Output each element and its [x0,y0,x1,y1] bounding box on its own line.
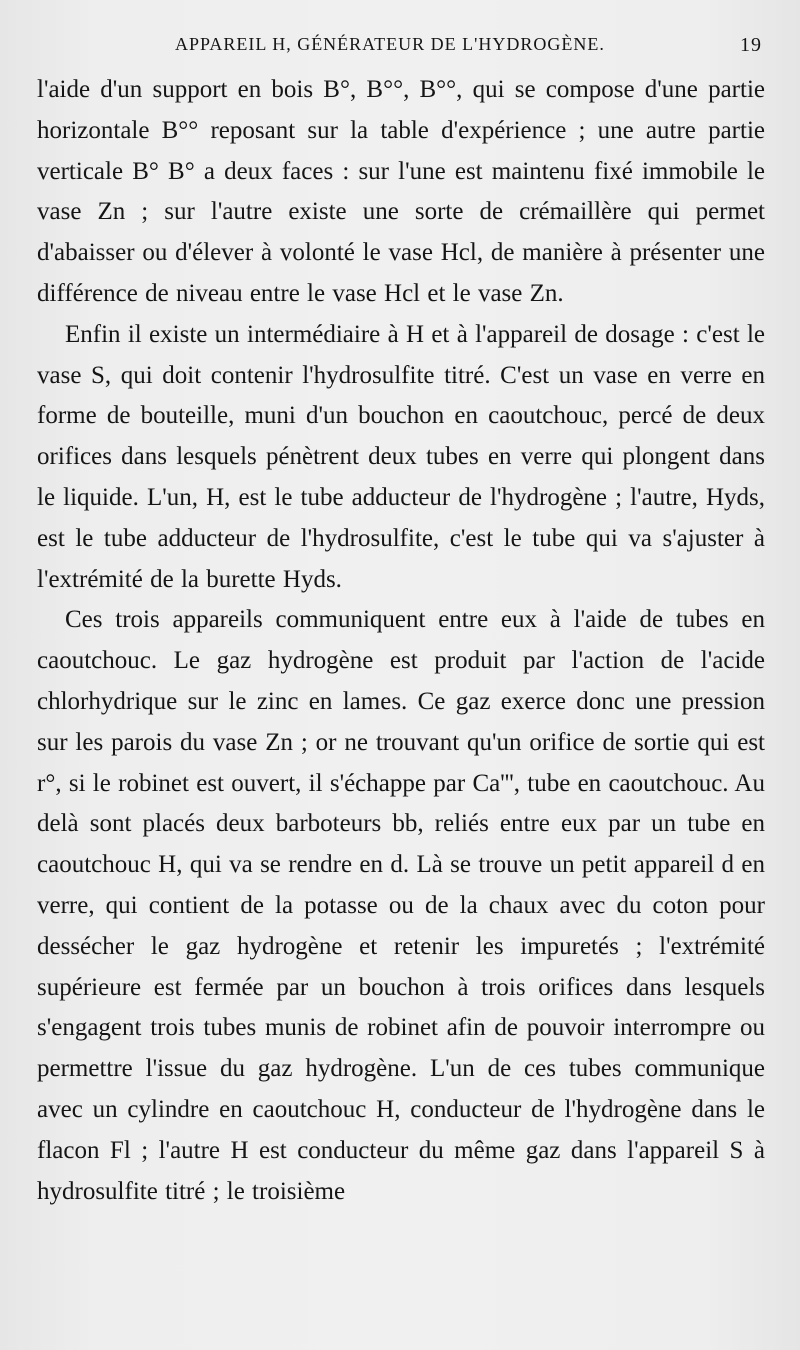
running-title: APPAREIL H, GÉNÉRATEUR DE L'HYDROGÈNE. [175,34,605,54]
paragraph-2: Enfin il existe un intermédiaire à H et à l'appareil de dosage : c'est le vase S, qui doit contenir l'hydrosulfite titré. C'est un vase en verre en forme de bouteille, muni d'un bouchon en caoutchouc, percé de deux orifices dans lesquels pénètrent deux tubes en verre qui plongent dans le liquide. L'un, H, est le tube adducteur de l'hydrogène ; l'autre, Hyds, est le tube adducteur de l'hydrosulfite, c'est le tube qui va s'ajuster à l'extrémité de la burette Hyds. [37,320,765,593]
paragraph-1: l'aide d'un support en bois B°, B°°, B°°, qui se compose d'une partie horizontale B°° reposant sur la table d'expérience ; une autre partie verticale B° B° a deux faces : sur l'une est maintenu fixé immobile le vase Zn ; sur l'autre existe une sorte de crémaillère qui permet d'abaisser ou d'élever à volonté le vase Hcl, de manière à présenter une différence de niveau entre le vase Hcl et le vase Zn. [37,76,765,307]
body-text [37,70,765,1212]
running-head [0,34,800,58]
paragraph-3: Ces trois appareils communiquent entre eux à l'aide de tubes en caoutchouc. Le gaz hydrogène est produit par l'action de l'acide chlorhydrique sur le zinc en lames. Ce gaz exerce donc une pression sur les parois du vase Zn ; or ne trouvant qu'un orifice de sortie qui est r°, si le robinet est ouvert, il s'échappe par Ca''', tube en caoutchouc. Au delà sont placés deux barboteurs bb, reliés entre eux par un tube en caoutchouc H, qui va se rendre en d. Là se trouve un petit appareil d en verre, qui contient de la potasse ou de la chaux avec du coton pour dessécher le gaz hydrogène et retenir les impuretés ; l'extrémité supérieure est fermée par un bouchon à trois orifices dans lesquels s'engagent trois tubes munis de robinet afin de pouvoir interrompre ou permettre l'issue du gaz hydrogène. L'un de ces tubes communique avec un cylindre en caoutchouc H, conducteur de l'hydrogène dans le flacon Fl ; l'autre H est conducteur du même gaz dans l'appareil S à hydrosulfite titré ; le troisième [37,606,765,1205]
page-number: 19 [740,34,762,56]
